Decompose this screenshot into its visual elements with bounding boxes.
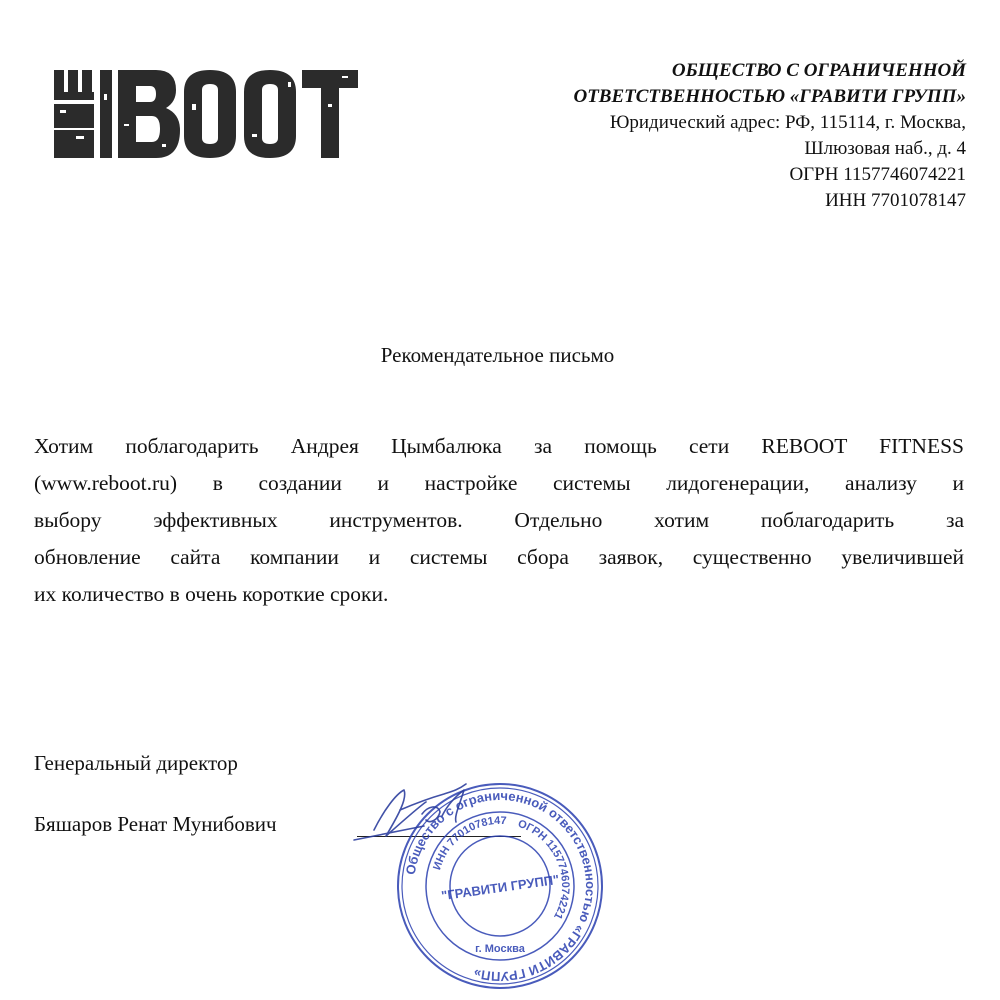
body-line: выбору эффективных инструментов. Отдельно хотим поблагодарить за [34,508,964,532]
legal-address-line-2: Шлюзовая наб., д. 4 [804,138,966,159]
signer-position: Генеральный директор [34,751,238,775]
stamp-outer-text: Общество с ограниченной ответственностью «ГРАВИТИ ГРУПП» [402,787,599,985]
body-line: Хотим поблагодарить Андрея Цымбалюка за помощь сети REBOOT FITNESS [34,434,964,458]
body-line: обновление сайта компании и системы сбора заявок, существенно увеличившей [34,545,964,569]
company-name-line-2: ОТВЕТСТВЕННОСТЬЮ «ГРАВИТИ ГРУПП» [573,86,966,107]
body-line: их количество в очень короткие сроки. [34,582,389,606]
inn-number: ИНН 7701078147 [825,190,966,211]
legal-address-line-1: Юридический адрес: РФ, 115114, г. Москва, [609,112,966,133]
company-name-line-1: ОБЩЕСТВО С ОГРАНИЧЕННОЙ [671,60,966,81]
stamp-city: г. Москва [475,943,525,955]
ogrn-number: ОГРН 1157746074221 [789,164,966,185]
letter-body [34,428,964,613]
reboot-logo [52,64,362,160]
company-requisites [446,58,966,214]
stamp-inner-text: ИНН 7701078147 ОГРН 1157746074221 [431,814,572,922]
signer-name: Бяшаров Ренат Мунибович [34,812,277,836]
handwritten-signature [334,770,484,870]
letter-title: Рекомендательное письмо [380,343,615,367]
stamp-center-text: "ГРАВИТИ ГРУПП" [440,871,561,904]
body-line: (www.reboot.ru) в создании и настройке системы лидогенерации, анализу и [34,471,964,495]
